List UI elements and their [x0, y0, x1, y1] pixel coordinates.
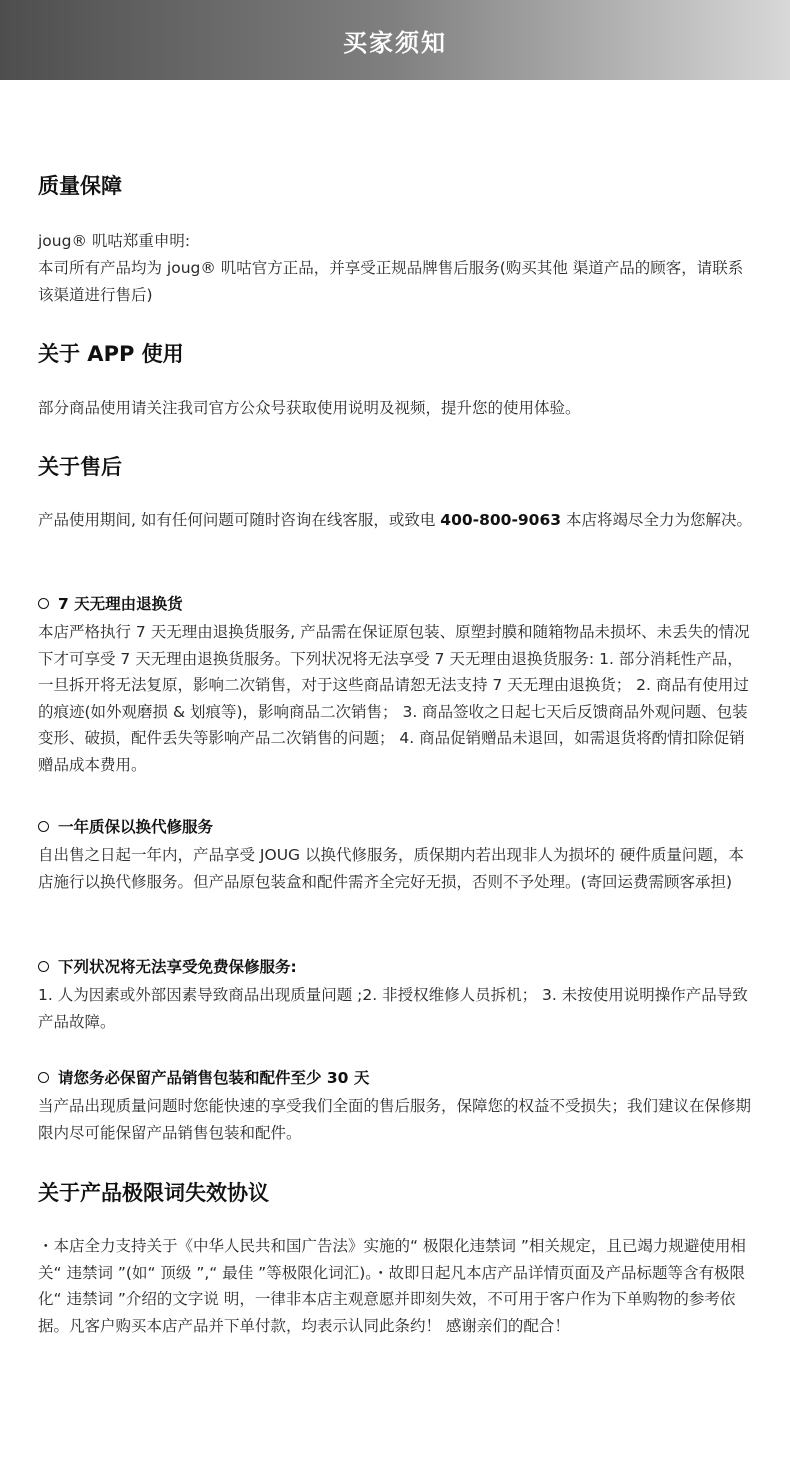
aftersale-heading: 关于售后 [38, 455, 122, 479]
return7-title-text: 7 天无理由退换货 [58, 595, 183, 613]
warranty-title [38, 815, 213, 837]
quality-heading: 质量保障 [38, 174, 122, 198]
circle-bullet-icon [38, 821, 49, 832]
warranty-title-text: 一年质保以换代修服务 [58, 818, 214, 836]
return7-title [38, 592, 183, 614]
excluded-text: 1. 人为因素或外部因素导致商品出现质量问题 ;2. 非授权维修人员拆机； 3. 未按使用说明操作产品导致产品故障。 [38, 986, 748, 1031]
circle-bullet-icon [38, 961, 49, 972]
quality-line1: joug® 叽咕郑重申明: [38, 232, 191, 250]
page-title: 买家须知 [343, 28, 447, 57]
aftersale-phone: 400-800-9063 [440, 511, 562, 529]
keep-text: 当产品出现质量问题时您能快速的享受我们全面的售后服务，保障您的权益不受损失；我们建议在保修期限内尽可能保留产品销售包装和配件。 [38, 1097, 752, 1142]
limits-heading: 关于产品极限词失效协议 [38, 1181, 269, 1205]
warranty-text: 自出售之日起一年内，产品享受 JOUG 以换代修服务，质保期内若出现非人为损坏的 硬件质量问题，本店施行以换代修服务。但产品原包装盒和配件需齐全完好无损，否则不予处理。(寄回运费需顾客承担) [38, 846, 744, 891]
app-heading: 关于 APP 使用 [38, 342, 184, 366]
keep-title [38, 1066, 369, 1088]
excluded-title-text: 下列状况将无法享受免费保修服务: [58, 958, 297, 976]
excluded-title [38, 955, 297, 977]
aftersale-text-after: 本店将竭尽全力为您解决。 [561, 511, 752, 529]
keep-title-text: 请您务必保留产品销售包装和配件至少 30 天 [58, 1069, 370, 1087]
circle-bullet-icon [38, 598, 49, 609]
return7-text: 本店严格执行 7 天无理由退换货服务, 产品需在保证原包装、原塑封膜和随箱物品未损坏、未丢失的情况下才可享受 7 天无理由退换货服务。下列状况将无法享受 7 天无理由退换货服务: 1. 部分消耗性产品，一旦拆开将无法复原，影响二次销售，对于这些商品请恕无法支持 7 天无理由退换货； 2. 商品有使用过的痕迹(如外观磨损 & 划痕等)，影响商品二次销售； 3. 商品签收之日起七天后反馈商品外观问题、包装变形、破损，配件丢失等影响产品二次销售的问题； 4. 商品促销赠品未退回，如需退货将酌情扣除促销赠品成本费用。 [38, 623, 750, 774]
quality-line2: 本司所有产品均为 joug® 叽咕官方正品，并享受正规品牌售后服务(购买其他 渠道产品的顾客，请联系该渠道进行售后) [38, 259, 744, 304]
page-header [0, 0, 790, 80]
circle-bullet-icon [38, 1072, 49, 1083]
limits-text: ・本店全力支持关于《中华人民共和国广告法》实施的“ 极限化违禁词 ”相关规定，且已竭力规避使用相关“ 违禁词 ”(如“ 顶级 ”,“ 最佳 ”等极限化词汇)。・故即日起凡本店产品详情页面及产品标题等含有极限化“ 违禁词 ”介绍的文字说 明，一律非本店主观意愿并即刻失效，不可用于客户作为下单购物的参考依据。凡客户购买本店产品并下单付款，均表示认同此条约！ 感谢亲们的配合！ [38, 1237, 746, 1335]
app-text: 部分商品使用请关注我司官方公众号获取使用说明及视频，提升您的使用体验。 [38, 399, 581, 417]
aftersale-text-before: 产品使用期间, 如有任何问题可随时咨询在线客服，或致电 [38, 511, 441, 529]
aftersale-text [38, 507, 754, 534]
